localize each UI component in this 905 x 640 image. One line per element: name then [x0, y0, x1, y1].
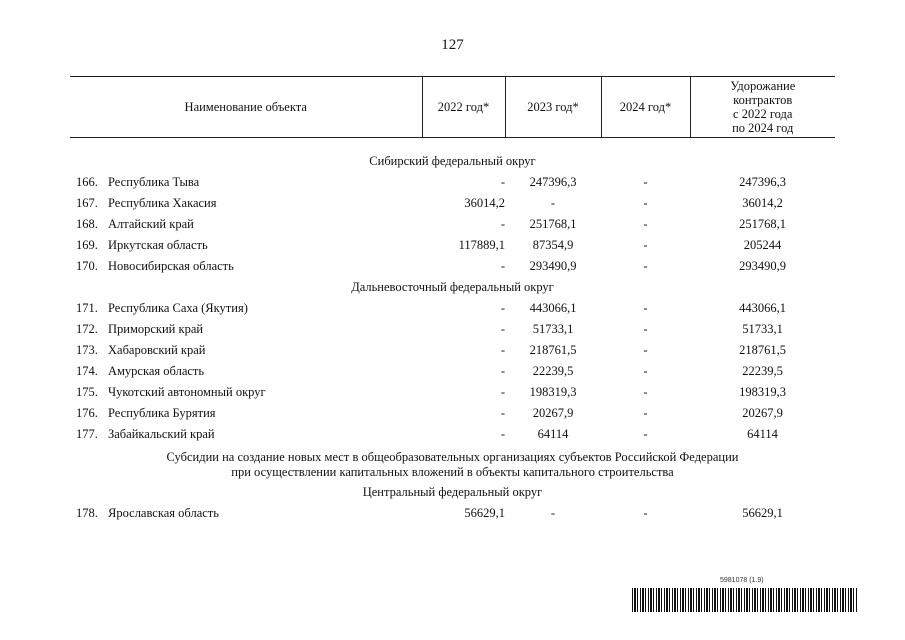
cell-2022: 117889,1 [458, 238, 505, 252]
row-name-cell [70, 235, 422, 256]
cell-total: 218761,5 [739, 343, 786, 357]
cell-2022: - [500, 364, 505, 378]
cell-2023: 218761,5 [529, 343, 577, 357]
table-row [70, 424, 835, 445]
cell-2024: - [643, 343, 648, 357]
row-number: 169. [76, 238, 98, 252]
header-2024: 2024 год* [601, 77, 690, 138]
cell-2022: - [500, 322, 505, 336]
row-name: Республика Тыва [108, 175, 200, 189]
row-number: 174. [76, 364, 98, 378]
cell-total: 20267,9 [742, 406, 783, 420]
cell-total: 443066,1 [739, 301, 786, 315]
section-central [70, 482, 835, 503]
row-name: Хабаровский край [108, 343, 206, 357]
row-name-cell [70, 214, 422, 235]
row-name: Приморский край [108, 322, 204, 336]
cell-2023: 198319,3 [529, 385, 577, 399]
cell-2023: 251768,1 [529, 217, 577, 231]
cell-2024: - [643, 506, 648, 520]
cell-2023: 51733,1 [532, 322, 574, 336]
row-number: 178. [76, 506, 98, 520]
row-number: 167. [76, 196, 98, 210]
row-name-cell [70, 361, 422, 382]
table-row [70, 361, 835, 382]
cell-2024: - [643, 259, 648, 273]
cell-2023: 443066,1 [529, 301, 577, 315]
cell-total: 247396,3 [739, 175, 786, 189]
cell-2022: 36014,2 [464, 196, 505, 210]
row-name: Иркутская область [108, 238, 208, 252]
cell-2023: 87354,9 [532, 238, 574, 252]
data-table-container [70, 76, 835, 524]
cell-2022: 56629,1 [464, 506, 505, 520]
row-name: Чукотский автономный округ [108, 385, 266, 399]
section-title [70, 445, 835, 482]
row-name: Республика Бурятия [108, 406, 216, 420]
row-number: 173. [76, 343, 98, 357]
cell-2023: - [550, 506, 556, 520]
header-name: Наименование объекта [70, 77, 422, 138]
row-number: 170. [76, 259, 98, 273]
row-name-cell [70, 256, 422, 277]
cell-2022: - [500, 175, 505, 189]
cell-2023: 22239,5 [532, 364, 574, 378]
cell-2023: 247396,3 [529, 175, 577, 189]
page-number: 127 [441, 37, 464, 53]
cell-total: 51733,1 [742, 322, 783, 336]
table-row [70, 256, 835, 277]
cell-2022: - [500, 427, 505, 441]
data-table [70, 76, 835, 524]
row-name: Алтайский край [108, 217, 194, 231]
cell-2022: - [500, 385, 505, 399]
header-total-line: контрактов [733, 93, 793, 107]
table-row [70, 319, 835, 340]
table-row [70, 340, 835, 361]
header-2023: 2023 год* [505, 77, 601, 138]
row-name-cell [70, 503, 422, 524]
table-row [70, 503, 835, 524]
table-row [70, 298, 835, 319]
cell-2024: - [643, 364, 648, 378]
cell-2023: 293490,9 [529, 259, 577, 273]
cell-2024: - [643, 322, 648, 336]
cell-total: 22239,5 [742, 364, 783, 378]
cell-total: 293490,9 [739, 259, 786, 273]
cell-total: 251768,1 [739, 217, 786, 231]
section-title-line: при осуществлении капитальных вложений в объекты капитального строительства [231, 464, 674, 479]
row-name-cell [70, 319, 422, 340]
section-siberian [70, 151, 835, 172]
header-2022: 2022 год* [422, 77, 505, 138]
table-header-row [70, 77, 835, 138]
section-subsidy [70, 445, 835, 482]
row-name: Забайкальский край [108, 427, 215, 441]
barcode-icon [632, 588, 858, 612]
cell-2023: 64114 [537, 427, 569, 441]
cell-total: 56629,1 [742, 506, 783, 520]
cell-2024: - [643, 196, 648, 210]
cell-2022: - [500, 259, 505, 273]
row-name-cell [70, 340, 422, 361]
cell-total: 64114 [747, 427, 778, 441]
cell-total: 36014,2 [742, 196, 783, 210]
cell-total: 205244 [743, 238, 782, 252]
cell-2023: 20267,9 [532, 406, 574, 420]
cell-2024: - [643, 385, 648, 399]
row-number: 175. [76, 385, 98, 399]
row-name: Республика Саха (Якутия) [108, 301, 248, 315]
barcode-label: 5981078 (1.9) [720, 577, 764, 584]
cell-2022: - [500, 217, 505, 231]
row-number: 177. [76, 427, 98, 441]
header-total-line: с 2022 года [733, 107, 793, 121]
row-name-cell [70, 382, 422, 403]
row-name-cell [70, 424, 422, 445]
table-row [70, 214, 835, 235]
cell-2024: - [643, 427, 648, 441]
section-far-east [70, 277, 835, 298]
row-number: 168. [76, 217, 98, 231]
cell-2023: - [550, 196, 556, 210]
row-name: Республика Хакасия [108, 196, 217, 210]
row-name-cell [70, 403, 422, 424]
section-title-line: Субсидии на создание новых мест в общеобразовательных организациях субъектов Российской Федерации [166, 449, 739, 464]
row-name: Новосибирская область [108, 259, 234, 273]
row-name-cell [70, 193, 422, 214]
cell-2022: - [500, 343, 505, 357]
cell-2024: - [643, 301, 648, 315]
section-title: Центральный федеральный округ [362, 485, 543, 499]
table-row [70, 193, 835, 214]
table-row [70, 172, 835, 193]
cell-2024: - [643, 175, 648, 189]
cell-total: 198319,3 [739, 385, 786, 399]
row-number: 166. [76, 175, 98, 189]
cell-2022: - [500, 301, 505, 315]
table-row [70, 382, 835, 403]
table-row [70, 403, 835, 424]
row-name-cell [70, 172, 422, 193]
cell-2024: - [643, 238, 648, 252]
cell-2022: - [500, 406, 505, 420]
section-title: Дальневосточный федеральный округ [351, 280, 554, 294]
row-number: 176. [76, 406, 98, 420]
cell-2024: - [643, 217, 648, 231]
header-total [690, 77, 835, 138]
cell-2024: - [643, 406, 648, 420]
table-row [70, 235, 835, 256]
row-name: Ярославская область [108, 506, 219, 520]
header-total-line: Удорожание [730, 79, 796, 93]
section-title: Сибирский федеральный округ [369, 154, 536, 168]
row-number: 171. [76, 301, 98, 315]
row-name-cell [70, 298, 422, 319]
row-number: 172. [76, 322, 98, 336]
row-name: Амурская область [108, 364, 205, 378]
header-total-line: по 2024 год [732, 121, 794, 135]
